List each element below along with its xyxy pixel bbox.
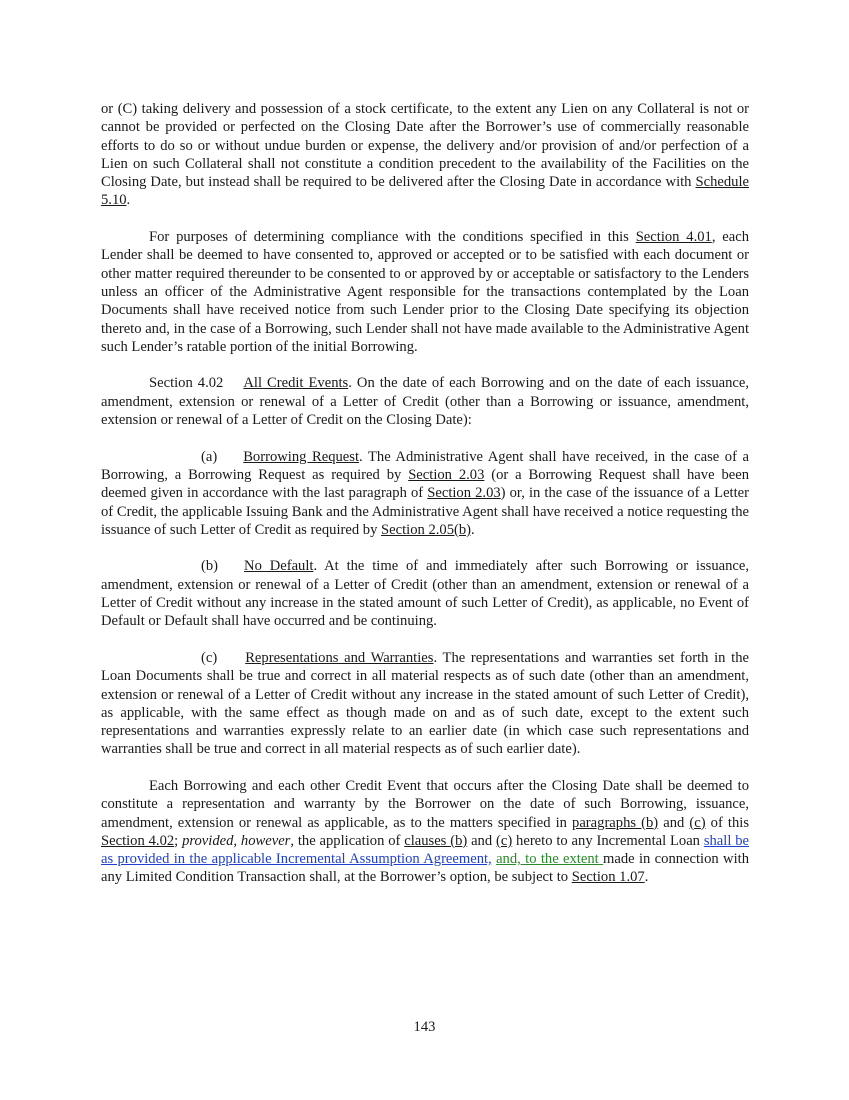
paragraph-text: and xyxy=(658,814,690,831)
section-title: All Credit Events xyxy=(243,375,349,392)
section-4-01-ref: Section 4.01 xyxy=(635,229,712,246)
paragraph-text: made in connection with any Limited Condition Transaction shall, at the Borrower’s option, be subject to xyxy=(101,851,749,886)
paragraph-text: and xyxy=(467,832,496,849)
section-4-02-heading-paragraph xyxy=(101,374,749,429)
paragraph-text: Each Borrowing and each other Credit Event that occurs after the Closing Date shall be deemed to constitute a representation and warranty by the Borrower on the date of such Borrowing, issuance, amendment, extension or renewal as applicable, as to the matters specified in xyxy=(101,777,749,831)
inserted-text-green: and, to the extent xyxy=(496,851,604,868)
paragraph-text: . xyxy=(644,869,649,886)
paragraph-text: or (C) taking delivery and possession of a stock certificate, to the extent any Lien on any Collateral is not or cannot be provided or perfected on the Closing Date after the Borrower’s use of commercially reasonable efforts to do so or without undue burden or expense, the delivery and/or provision of and/or perfection of a Lien on such Collateral shall not constitute a condition precedent to the availability of the Facilities on the Closing Date, but instead shall be required to be delivered after the Closing Date in accordance with xyxy=(101,101,749,191)
paragraph-text: , each Lender shall be deemed to have consented to, approved or accepted or to be satisfied with each document or other matter required thereunder to be consented to or approved by or acceptable or satisfactory to the Lenders unless an officer of the Administrative Agent responsible for the transactions contemplated by the Loan Documents shall have received notice from such Lender prior to the Closing Date specifying its objection thereto and, in the case of a Borrowing, such Lender shall not have made available to the Administrative Agent such Lender’s ratable portion of the initial Borrowing. xyxy=(101,229,749,355)
paragraph-text: ; xyxy=(174,832,183,849)
paragraph-collateral-continuation xyxy=(101,100,749,210)
paragraph-text: . xyxy=(471,521,475,538)
paragraph-text: . The representations and warranties set forth in the Loan Documents shall be true and correct in all material respects as of such date (other than an amendment, extension or renewal of a Letter of Credit without any increase in the stated amount of such Letter of Credit), as applicable, with the same effect as though made on and as of such date, except to the extent such representations and warranties expressly relate to an earlier date (in which case such representations and warranties shall be true and correct in all material respects as of such earlier date). xyxy=(101,649,749,758)
paragraph-text: of this xyxy=(705,814,749,831)
clause-label: (b) xyxy=(201,558,219,575)
clause-a-borrowing-request xyxy=(101,448,749,539)
section-1-07-ref: Section 1.07 xyxy=(571,869,645,886)
clause-c-representations xyxy=(101,649,749,759)
section-2-03-ref: Section 2.03 xyxy=(408,466,485,483)
section-number: Section 4.02 xyxy=(149,375,224,392)
section-4-02-ref: Section 4.02 xyxy=(101,832,175,849)
clause-title: No Default xyxy=(244,558,314,575)
paragraphs-b-ref: paragraphs (b) xyxy=(572,814,659,831)
clause-title: Representations and Warranties xyxy=(245,649,434,666)
page-number: 143 xyxy=(413,1019,436,1035)
inserted-text-blue: shall be as provided in the applicable Incremental Assumption Agreement, xyxy=(101,832,750,868)
clause-c-ref: (c) xyxy=(496,832,513,849)
paragraph-text: . The Administrative Agent shall have received, in the case of a Borrowing, a Borrowing Request as required by xyxy=(101,448,749,483)
section-2-03-ref: Section 2.03 xyxy=(427,485,501,502)
clause-label: (a) xyxy=(201,448,218,465)
document-page xyxy=(101,100,749,887)
section-2-05b-ref: Section 2.05(b) xyxy=(381,521,472,538)
clause-title: Borrowing Request xyxy=(243,448,360,465)
paragraph-text: (or a Borrowing Request shall have been deemed given in accordance with the last paragraph of xyxy=(101,466,749,502)
paragraph-text: . xyxy=(126,192,131,209)
paragraph-text: . On the date of each Borrowing and on the date of each issuance, amendment, extension or renewal of a Letter of Credit (other than a Borrowing or issuance, amendment, extension or renewal of a Letter of Credit on the Closing Date): xyxy=(101,375,749,429)
clauses-b-ref: clauses (b) xyxy=(404,832,468,849)
provided-however-italic: provided, however xyxy=(182,832,291,849)
paragraph-text: hereto to any Incremental Loan xyxy=(512,832,704,849)
paragraph-compliance-section-4-01 xyxy=(101,228,749,356)
clause-label: (c) xyxy=(201,649,218,666)
paragraph-credit-event-representation xyxy=(101,777,749,887)
paragraph-text: , the application of xyxy=(290,832,405,849)
paragraph-text: ) or, in the case of the issuance of a Letter of Credit, the applicable Issuing Bank and the Administrative Agent shall have received a notice requesting the issuance of such Letter of Credit as required by xyxy=(101,485,749,538)
paragraph-c-ref: (c) xyxy=(689,814,706,831)
paragraph-text: . At the time of and immediately after such Borrowing or issuance, amendment, extension or renewal of a Letter of Credit (other than an amendment, extension or renewal of a Letter of Credit without any increase in the stated amount of such Letter of Credit), as applicable, no Event of Default or Default shall have occurred and be continuing. xyxy=(101,558,749,630)
paragraph-text: For purposes of determining compliance with the conditions specified in this xyxy=(149,229,636,246)
schedule-5-10-ref: Schedule 5.10 xyxy=(101,174,749,209)
clause-b-no-default xyxy=(101,557,749,630)
